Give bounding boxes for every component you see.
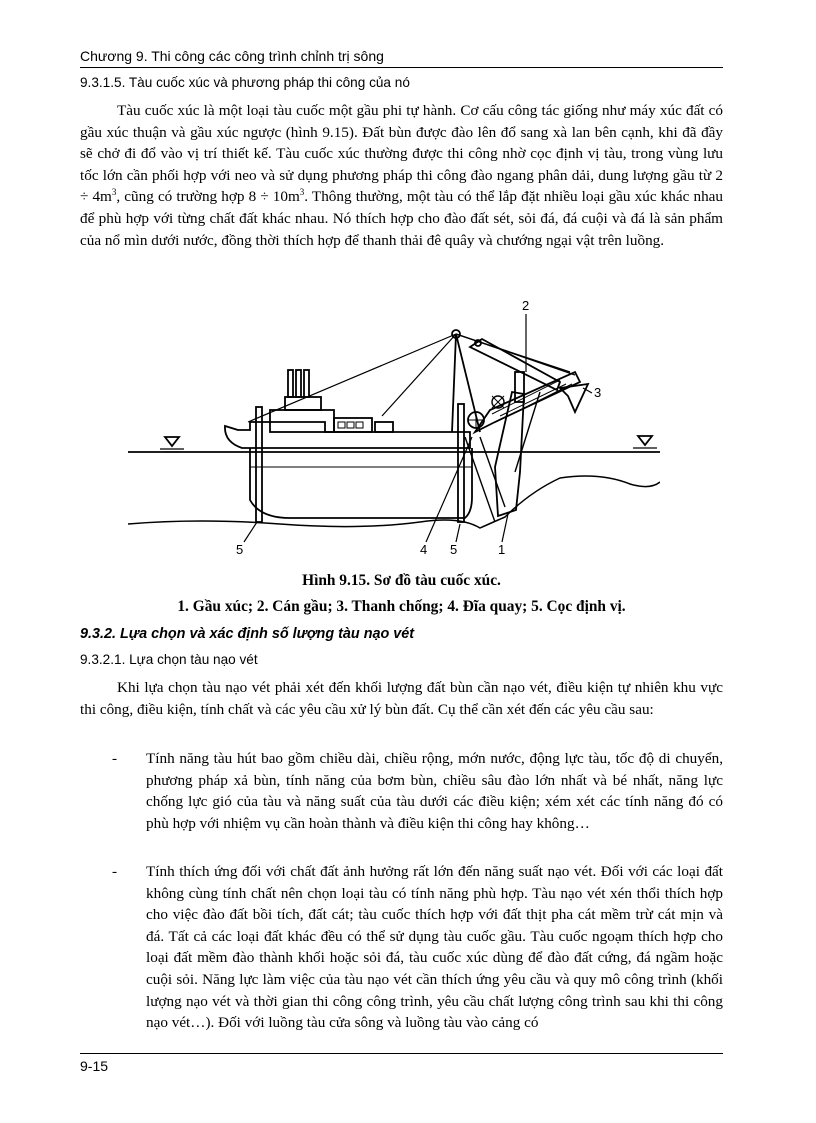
bullet-dash: - (112, 750, 118, 767)
cabin-rear (334, 418, 372, 432)
paragraph-part-c: . Thông thường, một tàu có thể lắp đặt nhiều loại gầu xúc khác nhau để phù hợp với từng chất đất khác nhau. Nó thích hợp cho đào đất sét, sỏi đá, đá cuội và đá là sản phẩm của nổ mìn dưới nước, đồng thời thích hợp để thanh thải đê quây và chướng ngại vật trên luồng. (80, 188, 723, 249)
water-level-marker-right (638, 436, 652, 445)
label-5-left: 5 (236, 542, 244, 557)
paragraph-part-b: , cũng có trường hợp 8 ÷ 10m (116, 188, 300, 206)
list-item-text: Tính thích ứng đối với chất đất ảnh hưởng rất lớn đến năng suất nạo vét. Đối với các loại đất không cùng tính chất nên chọn loại tàu có tính năng phù hợp. Tàu nạo vét xén thổi thích hợp cho việc đào đất bồi tích, đất cát; tàu cuốc thích hợp với đất thịt pha cát mềm trừ cát mịn và đá. Tất cả các loại đất khác đều có thể sử dụng tàu cuốc gầu. Tàu cuốc ngoạm thích hợp cho loại đất mềm đào thành khối hoặc sỏi đá, tàu cuốc xúc dùng để đào đất cứng, đá ngầm hoặc cuội sỏi. Năng lực làm việc của tàu nạo vét cần thích ứng yêu cầu và quy mô công trình (khối lượng nạo vét và thời gian thi công công trình, yêu cầu chất lượng công trình sau khi thi công nạo vét…). Đối với luồng tàu cửa sông và luồng tàu vào cảng có (146, 863, 723, 1032)
section-title-9-3-2-1: 9.3.2.1. Lựa chọn tàu nạo vét (80, 652, 258, 667)
list-item (112, 748, 723, 834)
section-title-9-3-2: 9.3.2. Lựa chọn và xác định số lượng tàu nạo vét (80, 626, 415, 642)
paragraph-selection-intro: Khi lựa chọn tàu nạo vét phải xét đến khối lượng đất bùn cần nạo vét, điều kiện tự nhiên khu vực thi công, điều kiện, tính chất và các yêu cầu xử lý bùn đất. Cụ thể cần xét đến các yêu cầu sau: (80, 679, 723, 718)
superscript-b: 3 (299, 187, 305, 198)
seabed (128, 476, 660, 528)
paragraph-bucket-dredger (80, 100, 723, 251)
figure-caption: Hình 9.15. Sơ đồ tàu cuốc xúc. (302, 572, 501, 589)
spud-pile-rear (256, 407, 262, 522)
chimney-2 (296, 370, 301, 397)
hull-lower (250, 448, 472, 518)
bullet-dash: - (112, 863, 118, 880)
label-1: 1 (498, 542, 506, 557)
running-header: Chương 9. Thi công các công trình chỉnh trị sông (80, 48, 384, 64)
paragraph-part-a: Tàu cuốc xúc là một loại tàu cuốc một gầu phi tự hành. Cơ cấu công tác giống như máy xúc đất có gầu xúc thuận và gầu xúc ngược (hình 9.15). Đất bùn được đào lên đổ sang xà lan bên cạnh, khi đã đầy sẽ chở đi đổ vào vị trí thiết kế. Tàu cuốc xúc thường được thi công nhờ cọc định vị tàu, trong vùng lưu tốc lớn cần phối hợp với neo và sử dụng phương pháp thi công đào ngang phân dải, dung lượng gầu từ 2 ÷ 4m (80, 102, 723, 206)
section-title-9-3-1-5: 9.3.1.5. Tàu cuốc xúc và phương pháp thi công của nó (80, 75, 410, 90)
cabin-box (375, 422, 393, 432)
chimney-3 (304, 370, 309, 397)
footer-rule (80, 1053, 723, 1054)
chimney-1 (288, 370, 293, 397)
label-2: 2 (522, 298, 530, 313)
list-item (112, 861, 723, 1034)
dredger-diagram (120, 292, 660, 562)
label-5-right: 5 (450, 542, 458, 557)
page-number: 9-15 (80, 1058, 109, 1074)
figure-legend: 1. Gầu xúc; 2. Cán gầu; 3. Thanh chống; 4. Đĩa quay; 5. Cọc định vị. (177, 598, 626, 615)
water-level-marker-left (165, 437, 179, 446)
superscript-a: 3 (111, 187, 117, 198)
label-4: 4 (420, 542, 428, 557)
stick-arm (475, 372, 580, 432)
label-3: 3 (594, 385, 602, 400)
header-rule (80, 67, 723, 68)
list-item-text: Tính năng tàu hút bao gồm chiều dài, chiều rộng, mớn nước, động lực tàu, tốc độ di chuyển, phương pháp xả bùn, tính năng của bơm bùn, chiều sâu đào lớn nhất và bé nhất, năng lực chống lực gió của tàu và năng suất của tàu dưới các điều kiện; xém xét các tính năng đó có phù hợp với nhiệm vụ cần hoàn thành và điều kiện thi công hay không… (146, 750, 723, 832)
